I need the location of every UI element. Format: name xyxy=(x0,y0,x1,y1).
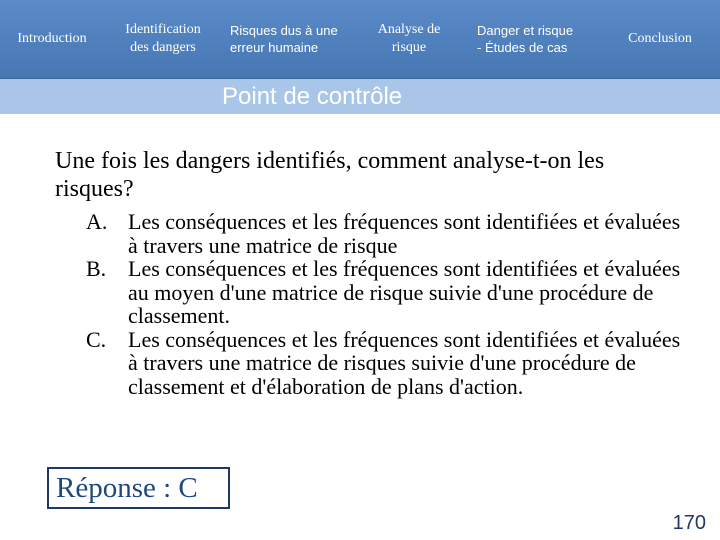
question-text: Une fois les dangers identifiés, comment analyse-t-on les risques? xyxy=(55,148,605,202)
response-text: Réponse : C xyxy=(56,472,198,504)
answer-option-a[interactable] xyxy=(86,210,686,257)
nav-item-identification-des-dangers[interactable]: Identification des dangers xyxy=(125,22,201,55)
top-navigation xyxy=(0,0,720,79)
section-title: Point de contrôle xyxy=(222,83,403,110)
answer-option-b[interactable] xyxy=(86,257,686,328)
answer-text: Les conséquences et les fréquences sont identifiées et évaluées à travers une matrice de risque xyxy=(128,209,681,258)
nav-item-risques-erreur-humaine[interactable]: Risques dus à une erreur humaine xyxy=(230,23,338,55)
answer-text: Les conséquences et les fréquences sont identifiées et évaluées au moyen d'une matrice de risque suivie d'une procédure de classement. xyxy=(128,256,681,328)
answer-letter: C. xyxy=(86,326,107,352)
nav-item-analyse-de-risque[interactable]: Analyse de risque xyxy=(377,22,441,55)
answer-list xyxy=(86,210,686,398)
nav-item-conclusion[interactable]: Conclusion xyxy=(628,31,692,46)
answer-text: Les conséquences et les fréquences sont identifiées et évaluées à travers une matrice de risques suivie d'une procédure de classement et d'élaboration de plans d'action. xyxy=(128,326,681,399)
page-number: 170 xyxy=(672,512,706,534)
answer-option-c[interactable] xyxy=(86,328,686,399)
nav-item-danger-et-risque[interactable]: Danger et risque - Études de cas xyxy=(477,23,574,55)
answer-letter: A. xyxy=(86,209,108,234)
nav-item-introduction[interactable]: Introduction xyxy=(17,31,87,46)
answer-letter: B. xyxy=(86,256,107,281)
